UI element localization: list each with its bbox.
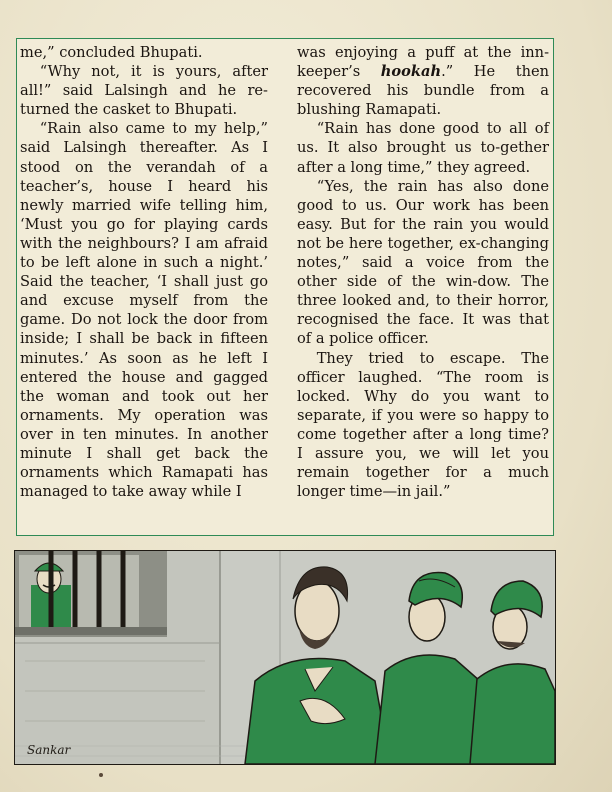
story-paragraph: “Yes, the rain has also done good to us. Our work has been easy. But for the rain you would not be here together, ex-changing notes,” said a voice from the other side of the win-dow. The three looked and, to their horror, recognised the face. It was that of a police officer. bbox=[297, 177, 549, 348]
story-text: .” He then recovered his bundle from a blushing Ramapati. bbox=[297, 63, 549, 119]
artist-signature: Sankar bbox=[27, 743, 71, 757]
story-paragraph bbox=[297, 43, 549, 119]
page-dot bbox=[99, 773, 103, 777]
story-paragraph: me,” concluded Bhupati. bbox=[20, 44, 203, 61]
story-paragraph: “Why not, it is yours, after all!” said Lalsingh and he re-turned the casket to Bhupati. bbox=[20, 63, 268, 119]
window bbox=[15, 551, 167, 637]
story-text-box bbox=[16, 38, 554, 536]
story-paragraph: “Rain also came to my help,” said Lalsingh thereafter. As I stood on the verandah of a teacher’s, house I heard his newly married wife telling him, ‘Must you go for playing cards with the neighbours? I am afraid to be left alone in such a night.’ Said the teacher, ‘I shall just go and excuse myself from the game. Do not lock the door from inside; I shall be back in fifteen minutes.’ As soon as he left I entered the house and gagged the woman and took out her ornaments. My operation was over in ten minutes. In another minute I shall get back the ornaments which Ramapati has managed to take away while I bbox=[20, 120, 268, 501]
story-paragraph: “Rain has done good to all of us. It also brought us to-gether after a long time,” they agreed. bbox=[297, 120, 549, 176]
story-column-left bbox=[20, 43, 268, 501]
story-illustration bbox=[14, 550, 556, 765]
story-text: was enjoying a puff at the inn-keeper’s bbox=[297, 44, 549, 81]
story-column-right bbox=[297, 43, 549, 501]
story-emphasis: hookah bbox=[380, 63, 442, 81]
story-paragraph: They tried to escape. The officer laughed. “The room is locked. Why do you want to separate, if you were so happy to come together after a long time? I assure you, we will let you remain together for a much longer time—in jail.” bbox=[297, 349, 549, 501]
